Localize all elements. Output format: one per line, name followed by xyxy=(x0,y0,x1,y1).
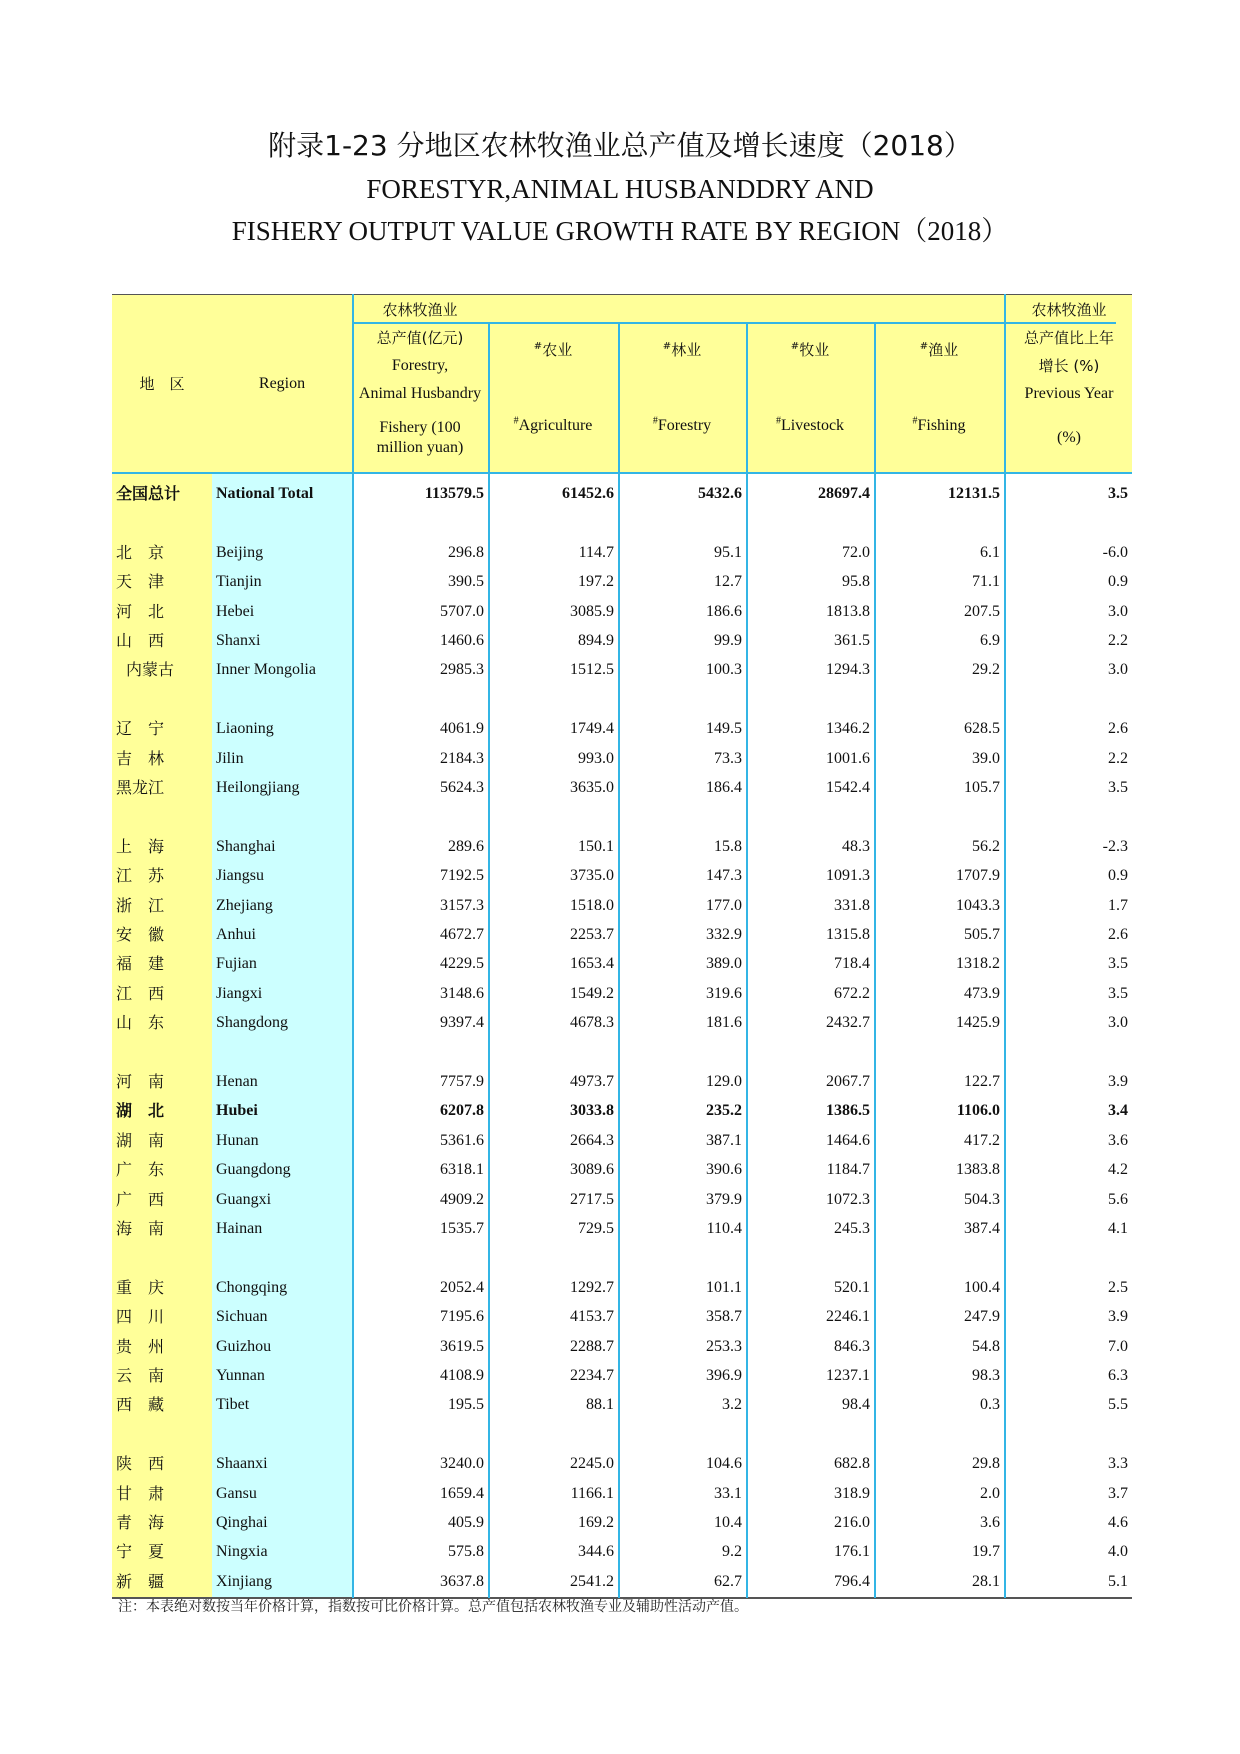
cell-live: 1813.8 xyxy=(826,602,870,620)
region-name-en: Sichuan xyxy=(216,1308,268,1326)
cell-agri: 2541.2 xyxy=(570,1572,614,1590)
region-name-cn: 陕 西 xyxy=(116,1454,165,1474)
cell-live: 48.3 xyxy=(842,837,870,855)
header-total-cn-2: 总产值(亿元) xyxy=(376,329,464,347)
cell-live: 1184.7 xyxy=(826,1161,870,1179)
cell-fish: 1106.0 xyxy=(956,1102,1000,1120)
cell-agri: 88.1 xyxy=(586,1396,614,1414)
cell-fish: 1043.3 xyxy=(956,896,1000,914)
cell-fish: 504.3 xyxy=(964,1190,1000,1208)
cell-live: 2432.7 xyxy=(826,1014,870,1032)
cell-fish: 0.3 xyxy=(980,1396,1000,1414)
region-name-cn: 广 东 xyxy=(116,1160,165,1180)
region-name-cn: 宁 夏 xyxy=(116,1542,165,1562)
region-name-en: Guizhou xyxy=(216,1337,272,1355)
region-name-en: Guangdong xyxy=(216,1161,291,1179)
footnote: 注：本表绝对数按当年价格计算，指数按可比价格计算。总产值包括农林牧渔专业及辅助性活动产值。 xyxy=(118,1599,748,1615)
region-name-en: Ningxia xyxy=(216,1543,268,1561)
cell-agri: 4678.3 xyxy=(570,1014,614,1032)
cell-agri: 1512.5 xyxy=(570,661,614,679)
cell-total: 3637.8 xyxy=(440,1572,484,1590)
cell-total: 4061.9 xyxy=(440,720,484,738)
cell-live: 331.8 xyxy=(834,896,870,914)
region-name-en: Guangxi xyxy=(216,1190,272,1208)
data-table xyxy=(112,294,1132,1598)
cell-total: 2052.4 xyxy=(440,1278,484,1296)
cell-growth: 3.9 xyxy=(1108,1073,1128,1090)
cell-growth: 4.2 xyxy=(1108,1161,1128,1179)
cell-total: 390.5 xyxy=(448,573,484,591)
cell-fish: 122.7 xyxy=(964,1073,1000,1090)
cell-growth: 2.2 xyxy=(1108,632,1128,649)
cell-fish: 29.2 xyxy=(972,661,1000,679)
cell-fish: 19.7 xyxy=(972,1543,1000,1561)
cell-fish: 105.7 xyxy=(964,779,1000,796)
cell-fish: 12131.5 xyxy=(948,485,1000,502)
cell-agri: 894.9 xyxy=(578,632,614,649)
cell-growth: 3.5 xyxy=(1108,779,1128,796)
cell-total: 3148.6 xyxy=(440,984,484,1002)
cell-forest: 319.6 xyxy=(706,984,742,1002)
cell-total: 4229.5 xyxy=(440,955,484,973)
region-name-en: Hunan xyxy=(216,1131,259,1149)
title-english-line1: FORESTYR,ANIMAL HUSBANDDRY AND xyxy=(366,174,874,204)
cell-total: 296.8 xyxy=(448,543,484,561)
cell-total: 575.8 xyxy=(448,1543,484,1561)
cell-forest: 62.7 xyxy=(714,1572,742,1590)
region-name-en: Tianjin xyxy=(216,573,262,591)
cell-total: 4108.9 xyxy=(440,1367,484,1384)
cell-live: 28697.4 xyxy=(818,485,870,502)
region-name-cn: 安 徽 xyxy=(116,925,165,944)
header-forestry-en: #Forestry xyxy=(652,415,712,434)
cell-agri: 2234.7 xyxy=(570,1367,614,1384)
region-name-cn: 江 苏 xyxy=(116,866,165,886)
header-fishing-en: #Fishing xyxy=(912,415,966,434)
cell-growth: 5.6 xyxy=(1108,1190,1128,1208)
cell-forest: 177.0 xyxy=(706,896,742,914)
cell-growth: -2.3 xyxy=(1102,837,1128,855)
cell-growth: 3.7 xyxy=(1108,1484,1128,1502)
cell-total: 7757.9 xyxy=(440,1073,484,1090)
cell-live: 1386.5 xyxy=(826,1102,870,1120)
cell-live: 520.1 xyxy=(834,1278,870,1296)
cell-agri: 3089.6 xyxy=(570,1161,614,1179)
cell-fish: 247.9 xyxy=(964,1308,1000,1326)
cell-forest: 99.9 xyxy=(714,632,742,649)
cell-live: 682.8 xyxy=(834,1455,870,1473)
cell-growth: 5.5 xyxy=(1108,1396,1128,1414)
cell-growth: 3.9 xyxy=(1108,1308,1128,1326)
cell-agri: 3635.0 xyxy=(570,779,614,796)
region-name-cn: 广 西 xyxy=(116,1189,165,1209)
cell-live: 2067.7 xyxy=(826,1073,870,1090)
cell-forest: 358.7 xyxy=(706,1308,742,1326)
title-english-line2: FISHERY OUTPUT VALUE GROWTH RATE BY REGION（2018） xyxy=(231,216,1009,246)
header-bottom-rule xyxy=(112,472,1132,474)
cell-agri: 4973.7 xyxy=(570,1073,614,1090)
region-name-en: Jiangsu xyxy=(216,867,264,885)
region-name-cn: 全国总计 xyxy=(116,484,181,503)
cell-growth: 2.5 xyxy=(1108,1278,1128,1296)
cell-fish: 1318.2 xyxy=(956,955,1000,973)
region-name-en: Chongqing xyxy=(216,1278,288,1296)
region-name-cn: 河 南 xyxy=(116,1072,165,1091)
region-name-cn: 天 津 xyxy=(116,572,165,592)
region-name-en: Henan xyxy=(216,1073,258,1090)
cell-total: 6207.8 xyxy=(440,1102,484,1120)
cell-growth: 3.0 xyxy=(1108,602,1128,620)
region-name-cn: 北 京 xyxy=(116,542,165,562)
cell-live: 72.0 xyxy=(842,543,870,561)
cell-growth: 6.3 xyxy=(1108,1367,1128,1384)
cell-forest: 15.8 xyxy=(714,837,742,855)
region-name-cn: 海 南 xyxy=(116,1219,165,1238)
cell-growth: 3.4 xyxy=(1108,1102,1128,1120)
cell-agri: 3085.9 xyxy=(570,602,614,620)
cell-total: 4909.2 xyxy=(440,1190,484,1208)
cell-forest: 396.9 xyxy=(706,1367,742,1384)
cell-forest: 110.4 xyxy=(706,1220,742,1237)
header-growth-en-1: Previous Year xyxy=(1024,385,1114,402)
cell-growth: 1.7 xyxy=(1108,896,1128,914)
region-name-cn: 吉 林 xyxy=(116,748,165,768)
cell-growth: 2.6 xyxy=(1108,926,1128,943)
region-name-en: Qinghai xyxy=(216,1514,268,1531)
cell-forest: 147.3 xyxy=(706,867,742,885)
cell-forest: 100.3 xyxy=(706,661,742,679)
cell-total: 1659.4 xyxy=(440,1484,484,1502)
header-fishing-cn: #渔业 xyxy=(919,341,959,359)
region-name-cn: 西 藏 xyxy=(116,1395,165,1415)
cell-total: 5361.6 xyxy=(440,1131,484,1149)
region-name-cn: 四 川 xyxy=(116,1307,165,1327)
cell-growth: 4.6 xyxy=(1108,1514,1128,1531)
header-agriculture-en: #Agriculture xyxy=(513,415,593,434)
cell-total: 113579.5 xyxy=(424,485,484,502)
cell-growth: 3.5 xyxy=(1108,485,1128,502)
header-total-cn-1: 农林牧渔业 xyxy=(382,301,458,319)
cell-growth: 3.0 xyxy=(1108,661,1128,679)
cell-growth: -6.0 xyxy=(1102,543,1128,561)
cell-forest: 387.1 xyxy=(706,1131,742,1149)
cell-forest: 181.6 xyxy=(706,1014,742,1032)
cell-total: 5707.0 xyxy=(440,602,484,620)
cell-agri: 1653.4 xyxy=(570,955,614,973)
region-name-en: Yunnan xyxy=(216,1367,265,1384)
cell-forest: 379.9 xyxy=(706,1190,742,1208)
header-agriculture-cn: #农业 xyxy=(533,341,573,359)
cell-fish: 1383.8 xyxy=(956,1161,1000,1179)
cell-agri: 169.2 xyxy=(578,1514,614,1531)
region-name-cn: 江 西 xyxy=(116,983,165,1003)
cell-agri: 4153.7 xyxy=(570,1308,614,1326)
cell-growth: 3.6 xyxy=(1108,1131,1128,1149)
cell-live: 1542.4 xyxy=(826,779,870,796)
cell-agri: 2253.7 xyxy=(570,926,614,943)
cell-live: 796.4 xyxy=(834,1572,870,1590)
header-growth-cn-1: 农林牧渔业 xyxy=(1031,301,1107,319)
cell-agri: 1166.1 xyxy=(570,1484,614,1502)
header-total-en-2: Animal Husbandry xyxy=(358,385,482,402)
header-growth-cn-2: 总产值比上年 xyxy=(1023,329,1114,347)
header-forestry-cn: #林业 xyxy=(662,341,702,359)
cell-agri: 1549.2 xyxy=(570,984,614,1002)
cell-fish: 100.4 xyxy=(964,1278,1000,1296)
cell-agri: 61452.6 xyxy=(562,485,614,502)
region-name-cn: 贵 州 xyxy=(116,1336,165,1356)
region-name-cn: 新 疆 xyxy=(116,1571,165,1591)
cell-total: 3157.3 xyxy=(440,896,484,914)
cell-growth: 3.0 xyxy=(1108,1014,1128,1032)
cell-agri: 3033.8 xyxy=(570,1102,614,1120)
cell-forest: 5432.6 xyxy=(698,485,742,502)
cell-forest: 186.6 xyxy=(706,602,742,620)
cell-fish: 628.5 xyxy=(964,720,1000,738)
cell-growth: 2.6 xyxy=(1108,720,1128,738)
cell-agri: 2288.7 xyxy=(570,1337,614,1355)
region-name-cn: 河 北 xyxy=(116,601,165,621)
cell-agri: 150.1 xyxy=(578,837,614,855)
region-name-en: Heilongjiang xyxy=(216,779,300,796)
cell-fish: 56.2 xyxy=(972,837,1000,855)
cell-agri: 197.2 xyxy=(578,573,614,591)
cell-forest: 3.2 xyxy=(722,1396,742,1414)
cell-fish: 71.1 xyxy=(972,573,1000,591)
cell-fish: 98.3 xyxy=(972,1367,1000,1384)
region-name-cn: 福 建 xyxy=(116,954,165,974)
region-name-cn: 内蒙古 xyxy=(126,660,175,680)
cell-forest: 332.9 xyxy=(706,926,742,943)
cell-forest: 10.4 xyxy=(714,1514,742,1531)
header-region-en: Region xyxy=(258,375,306,392)
cell-live: 1315.8 xyxy=(826,926,870,943)
cell-forest: 389.0 xyxy=(706,955,742,973)
region-name-cn: 辽 宁 xyxy=(116,719,165,739)
region-name-en: Shanghai xyxy=(216,837,276,855)
cell-forest: 33.1 xyxy=(714,1484,742,1502)
cell-growth: 3.5 xyxy=(1108,984,1128,1002)
region-name-cn: 重 庆 xyxy=(116,1277,165,1297)
header-total-en-4: million yuan) xyxy=(376,439,464,456)
region-name-cn: 云 南 xyxy=(116,1366,165,1385)
table-top-rule xyxy=(112,294,1132,295)
cell-agri: 1292.7 xyxy=(570,1278,614,1296)
cell-agri: 993.0 xyxy=(578,749,614,767)
cell-fish: 6.9 xyxy=(980,632,1000,649)
region-name-en: Hainan xyxy=(216,1220,263,1237)
cell-forest: 129.0 xyxy=(706,1073,742,1090)
region-name-en: Hebei xyxy=(216,602,255,620)
cell-total: 2184.3 xyxy=(440,749,484,767)
cell-fish: 29.8 xyxy=(972,1455,1000,1473)
cell-live: 318.9 xyxy=(834,1484,870,1502)
cell-growth: 3.5 xyxy=(1108,955,1128,973)
cell-agri: 344.6 xyxy=(578,1543,614,1561)
region-name-en: Anhui xyxy=(216,926,256,943)
cell-live: 2246.1 xyxy=(826,1308,870,1326)
cell-live: 245.3 xyxy=(834,1220,870,1237)
header-growth-en-2: (%) xyxy=(1057,429,1081,446)
region-name-en: Gansu xyxy=(216,1484,257,1502)
cell-forest: 235.2 xyxy=(706,1102,742,1120)
cell-fish: 2.0 xyxy=(980,1484,1000,1502)
cell-agri: 1749.4 xyxy=(570,720,614,738)
cell-forest: 101.1 xyxy=(706,1278,742,1296)
cell-live: 95.8 xyxy=(842,573,870,591)
header-total-en-1: Forestry, xyxy=(391,357,449,374)
cell-forest: 73.3 xyxy=(714,749,742,767)
cell-fish: 39.0 xyxy=(972,749,1000,767)
cell-live: 1072.3 xyxy=(826,1190,870,1208)
cell-total: 3619.5 xyxy=(440,1337,484,1355)
cell-growth: 4.0 xyxy=(1108,1543,1128,1561)
cell-forest: 95.1 xyxy=(714,543,742,561)
cell-total: 7192.5 xyxy=(440,867,484,885)
header-growth-cn-3: 增长 (%) xyxy=(1038,357,1100,375)
cell-live: 846.3 xyxy=(834,1337,870,1355)
cell-live: 98.4 xyxy=(842,1396,870,1414)
region-name-cn: 青 海 xyxy=(116,1513,165,1532)
cell-live: 672.2 xyxy=(834,984,870,1002)
cell-agri: 2717.5 xyxy=(570,1190,614,1208)
cell-forest: 186.4 xyxy=(706,779,742,796)
cell-growth: 4.1 xyxy=(1108,1220,1128,1237)
cell-live: 361.5 xyxy=(834,632,870,649)
cell-live: 216.0 xyxy=(834,1514,870,1531)
cell-agri: 2664.3 xyxy=(570,1131,614,1149)
region-name-cn: 黑龙江 xyxy=(116,778,165,797)
cell-fish: 1707.9 xyxy=(956,867,1000,885)
cell-total: 5624.3 xyxy=(440,779,484,796)
region-name-en: Hubei xyxy=(216,1102,258,1120)
cell-forest: 390.6 xyxy=(706,1161,742,1179)
region-name-en: Jiangxi xyxy=(216,984,263,1002)
cell-agri: 1518.0 xyxy=(570,896,614,914)
region-name-en: Shaanxi xyxy=(216,1455,268,1473)
cell-fish: 473.9 xyxy=(964,984,1000,1002)
title-chinese: 附录1-23 分地区农林牧渔业总产值及增长速度（2018） xyxy=(268,129,972,162)
cell-live: 1464.6 xyxy=(826,1131,870,1149)
cell-total: 195.5 xyxy=(448,1396,484,1414)
cell-live: 1001.6 xyxy=(826,749,870,767)
cell-total: 289.6 xyxy=(448,837,484,855)
region-name-cn: 山 东 xyxy=(116,1013,165,1033)
cell-agri: 2245.0 xyxy=(570,1455,614,1473)
region-name-en: Tibet xyxy=(216,1396,250,1414)
header-livestock-cn: #牧业 xyxy=(790,341,830,359)
cell-growth: 0.9 xyxy=(1108,867,1128,885)
cell-fish: 417.2 xyxy=(964,1131,1000,1149)
cell-total: 9397.4 xyxy=(440,1014,484,1032)
cell-fish: 6.1 xyxy=(980,543,1000,561)
cell-live: 718.4 xyxy=(834,955,870,973)
cell-forest: 9.2 xyxy=(722,1543,742,1561)
cell-forest: 253.3 xyxy=(706,1337,742,1355)
cell-growth: 5.1 xyxy=(1108,1572,1128,1590)
region-name-en: Jilin xyxy=(216,749,244,767)
region-name-en: Shanxi xyxy=(216,632,261,649)
cell-total: 4672.7 xyxy=(440,926,484,943)
region-name-cn: 山 西 xyxy=(116,631,165,650)
cell-fish: 28.1 xyxy=(972,1572,1000,1590)
cell-total: 405.9 xyxy=(448,1514,484,1531)
cell-fish: 1425.9 xyxy=(956,1014,1000,1032)
cell-total: 1460.6 xyxy=(440,632,484,649)
cell-growth: 7.0 xyxy=(1108,1337,1128,1355)
region-name-en: Beijing xyxy=(216,543,264,561)
region-name-en: Xinjiang xyxy=(216,1572,272,1590)
region-name-en: Zhejiang xyxy=(216,896,273,914)
region-name-cn: 甘 肃 xyxy=(116,1483,165,1503)
cell-growth: 3.3 xyxy=(1108,1455,1128,1473)
cell-live: 176.1 xyxy=(834,1543,870,1561)
cell-fish: 207.5 xyxy=(964,602,1000,620)
cell-fish: 505.7 xyxy=(964,926,1000,943)
cell-live: 1091.3 xyxy=(826,867,870,885)
cell-live: 1346.2 xyxy=(826,720,870,738)
cell-forest: 149.5 xyxy=(706,720,742,738)
header-livestock-en: #Livestock xyxy=(775,415,845,434)
cell-growth: 2.2 xyxy=(1108,749,1128,767)
cell-total: 7195.6 xyxy=(440,1308,484,1326)
cell-agri: 729.5 xyxy=(578,1220,614,1237)
region-name-en: Inner Mongolia xyxy=(216,661,316,679)
title-block xyxy=(0,124,1240,252)
cell-live: 1294.3 xyxy=(826,661,870,679)
cell-total: 3240.0 xyxy=(440,1455,484,1473)
cell-forest: 12.7 xyxy=(714,573,742,591)
region-name-cn: 湖 南 xyxy=(116,1130,165,1150)
header-region-cn: 地 区 xyxy=(139,375,185,393)
header-total-en-3: Fishery (100 xyxy=(379,419,461,436)
cell-forest: 104.6 xyxy=(706,1455,742,1473)
region-name-cn: 湖 北 xyxy=(116,1101,165,1121)
cell-growth: 0.9 xyxy=(1108,573,1128,591)
cell-fish: 387.4 xyxy=(964,1220,1000,1237)
region-name-cn: 浙 江 xyxy=(116,895,165,915)
cell-total: 6318.1 xyxy=(440,1161,484,1179)
cell-fish: 3.6 xyxy=(980,1514,1000,1531)
cell-agri: 114.7 xyxy=(578,543,614,561)
cell-agri: 3735.0 xyxy=(570,867,614,885)
region-name-en: Fujian xyxy=(216,955,257,973)
cell-total: 1535.7 xyxy=(440,1220,484,1237)
region-name-en: National Total xyxy=(216,485,314,502)
region-name-en: Shangdong xyxy=(216,1014,288,1032)
region-name-cn: 上 海 xyxy=(116,836,165,856)
cell-total: 2985.3 xyxy=(440,661,484,679)
cell-live: 1237.1 xyxy=(826,1367,870,1384)
cell-fish: 54.8 xyxy=(972,1337,1000,1355)
region-name-en: Liaoning xyxy=(216,720,274,738)
